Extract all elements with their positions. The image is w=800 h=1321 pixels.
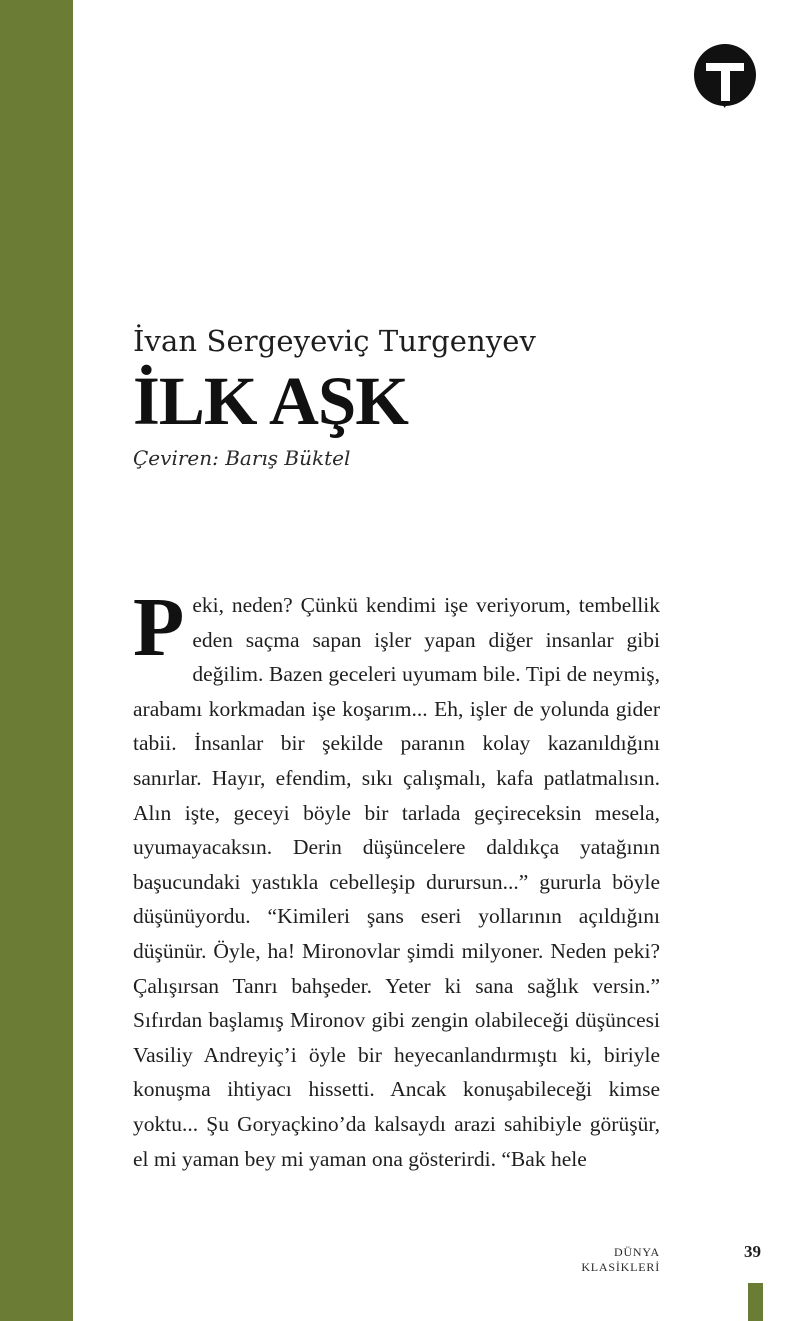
drop-cap: P — [133, 581, 185, 674]
page-edge-tab — [748, 1283, 763, 1321]
author-name: İvan Sergeyeviç Turgenyev — [133, 324, 537, 358]
book-header — [133, 322, 693, 473]
publisher-logo-icon — [691, 42, 759, 108]
excerpt-text: eki, neden? Çünkü kendimi işe veriyorum, tembellik eden saçma sapan işler yapan diğer insanlar gibi değilim. Bazen geceleri uyumam bile. Tipi de neymiş, arabamı korkmadan işe koşarım... Eh, işler de yolunda gider tabii. İnsanlar bir şekilde paranın kolay kazanıldığını sanırlar. Hayır, efendim, sıkı çalışmalı, kafa patlatmalısın. Alın işte, geceyi böyle bir tarlada geçireceksin mesela, uyumayacaksın. Derin düşüncelere daldıkça yatağının başucundaki yastıkla cebelleşip durursun...” gururla böyle düşünüyordu. “Kimileri şans eseri yollarının açıldığını düşünür. Öyle, ha! Mironovlar şimdi milyoner. Neden peki? Çalışırsan Tanrı bahşeder. Yeter ki sana sağlık versin.” Sıfırdan başlamış Mironov gibi zengin olabileceği düşüncesi Vasiliy Andreyiç’i öyle bir heyecanlandırmıştı ki, biriyle konuşma ihtiyacı hissetti. Ancak konuşabileceği kimse yoktu... Şu Goryaçkino’da kalsaydı arazi sahibiyle görüşür, el mi yaman bey mi yaman ona gösterirdi. “Bak hele — [133, 593, 660, 1171]
series-name: DÜNYA KLASİKLERİ — [581, 1245, 660, 1274]
translator-credit: Çeviren: Barış Büktel — [133, 446, 351, 470]
excerpt-paragraph — [133, 581, 660, 1176]
book-title: İLK AŞK — [133, 363, 408, 439]
page-number: 39 — [744, 1242, 761, 1261]
side-color-stripe — [0, 0, 73, 1321]
